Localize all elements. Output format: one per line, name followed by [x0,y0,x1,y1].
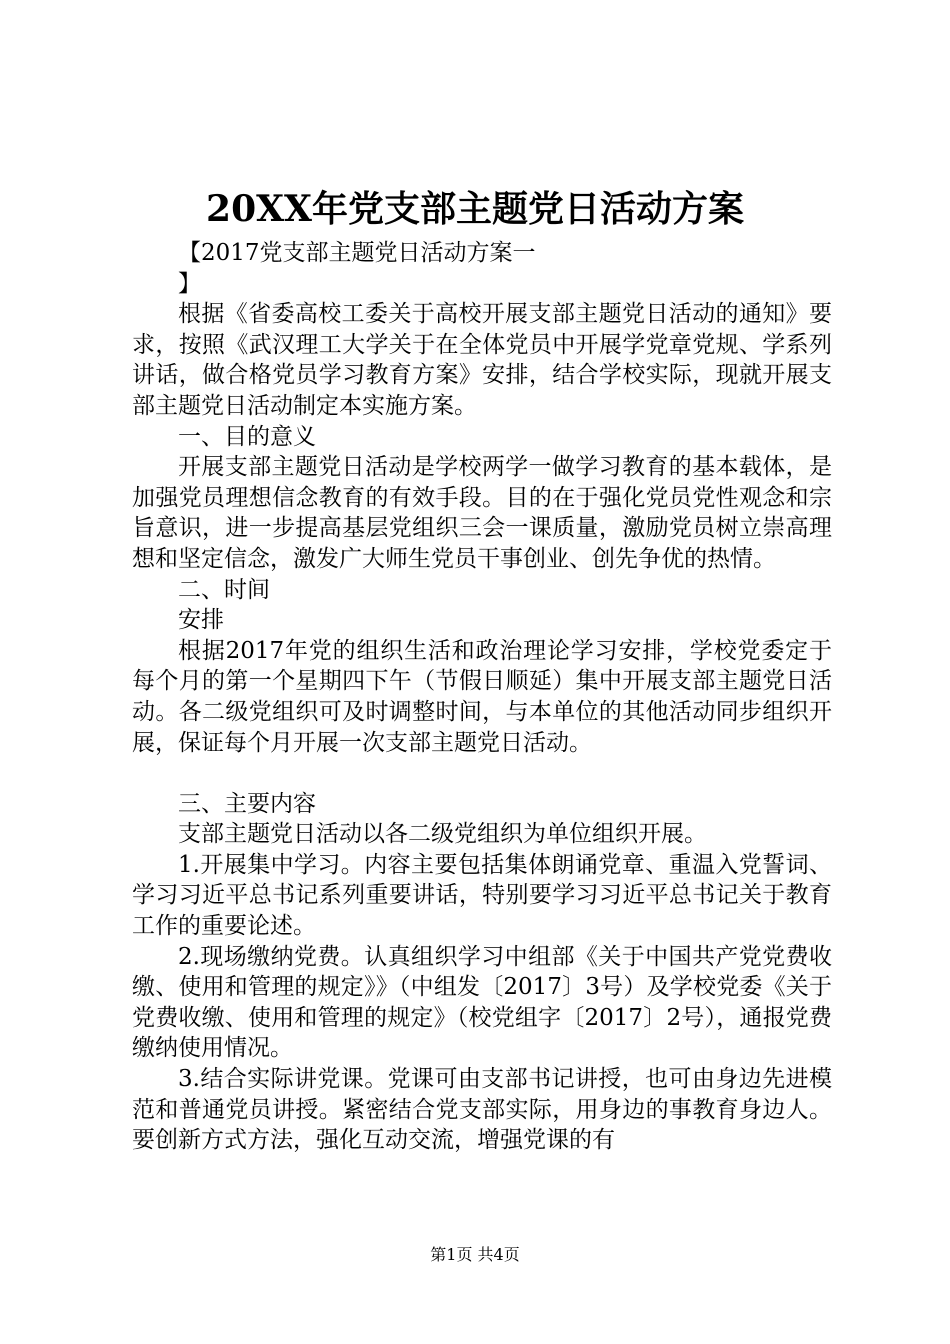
document-title: 20XX年党支部主题党日活动方案 [206,188,744,230]
paragraph-intro-heading-close: 】 [178,270,201,297]
document-body [132,238,832,1156]
paragraph-purpose: 开展支部主题党日活动是学校两学一做学习教育的基本载体，是加强党员理想信念教育的有效手段。目的在于强化党员党性观念和宗旨意识，进一步提高基层党组织三会一课质量，激励党员树立崇高理想和坚定信念，激发广大师生党员干事创业、创先争优的热情。 [132,454,832,572]
paragraph-time: 根据2017年党的组织生活和政治理论学习安排，学校党委定于每个月的第一个星期四下午（节假日顺延）集中开展支部主题党日活动。各二级党组织可及时调整时间，与本单位的其他活动同步组织开展，保证每个月开展一次支部主题党日活动。 [132,637,832,756]
paragraph-intro-heading: 【2017党支部主题党日活动方案一 [178,240,536,266]
paragraph-item-1: 1.开展集中学习。内容主要包括集体朗诵党章、重温入党誓词、学习习近平总书记系列重要讲话，特别要学习习近平总书记关于教育工作的重要论述。 [132,851,832,940]
section-heading-time: 二、时间 [178,576,270,603]
paragraph-gap [132,758,832,789]
paragraph-content-intro: 支部主题党日活动以各二级党组织为单位组织开展。 [178,821,707,848]
section-heading-purpose: 一、目的意义 [178,423,316,450]
section-heading-content: 三、主要内容 [178,790,316,817]
page-footer: 第1页 共4页 [430,1245,520,1264]
paragraph-basis: 根据《省委高校工委关于高校开展支部主题党日活动的通知》要求，按照《武汉理工大学关于在全体党员中开展学党章党规、学系列讲话，做合格党员学习教育方案》安排，结合学校实际，现就开展支部主题党日活动制定本实施方案。 [132,301,832,419]
paragraph-item-2: 2.现场缴纳党费。认真组织学习中组部《关于中国共产党党费收缴、使用和管理的规定》》（中组发〔2017〕3号）及学校党委《关于党费收缴、使用和管理的规定》（校党组字〔2017〕2号），通报党费缴纳使用情况。 [132,943,832,1062]
section-heading-time-cont: 安排 [178,607,224,634]
paragraph-item-3: 3.结合实际讲党课。党课可由支部书记讲授，也可由身边先进模范和普通党员讲授。紧密结合党支部实际，用身边的事教育身边人。要创新方式方法，强化互动交流，增强党课的有 [132,1066,832,1154]
